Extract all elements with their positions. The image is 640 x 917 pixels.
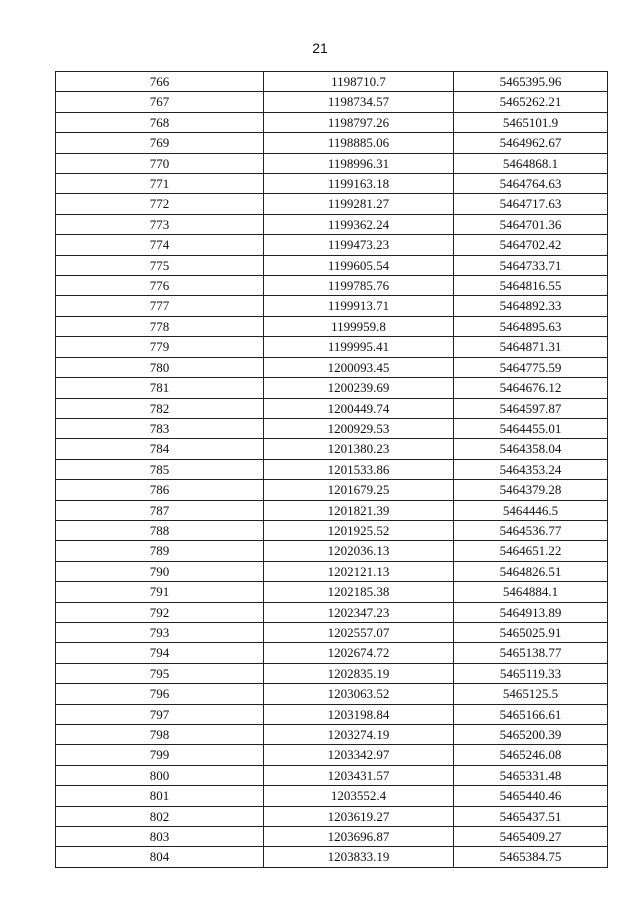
x-coordinate-cell: 1202121.13: [264, 561, 454, 581]
y-coordinate-cell: 5464764.63: [454, 174, 608, 194]
point-number-cell: 793: [56, 622, 264, 642]
table-row: [56, 582, 608, 602]
point-number-cell: 771: [56, 174, 264, 194]
y-coordinate-cell: 5464826.51: [454, 561, 608, 581]
table-row: [56, 480, 608, 500]
table-row: [56, 786, 608, 806]
point-number-cell: 803: [56, 827, 264, 847]
table-row: [56, 276, 608, 296]
x-coordinate-cell: 1199281.27: [264, 194, 454, 214]
x-coordinate-cell: 1201380.23: [264, 439, 454, 459]
table-row: [56, 92, 608, 112]
table-row: [56, 194, 608, 214]
table-row: [56, 459, 608, 479]
table-row: [56, 112, 608, 132]
table-row: [56, 827, 608, 847]
table-row: [56, 847, 608, 867]
x-coordinate-cell: 1199995.41: [264, 337, 454, 357]
point-number-cell: 778: [56, 316, 264, 336]
coordinates-table: [55, 71, 608, 868]
table-row: [56, 500, 608, 520]
table-row: [56, 378, 608, 398]
point-number-cell: 796: [56, 684, 264, 704]
point-number-cell: 768: [56, 112, 264, 132]
point-number-cell: 788: [56, 520, 264, 540]
point-number-cell: 804: [56, 847, 264, 867]
x-coordinate-cell: 1203063.52: [264, 684, 454, 704]
x-coordinate-cell: 1203552.4: [264, 786, 454, 806]
point-number-cell: 801: [56, 786, 264, 806]
table-row: [56, 765, 608, 785]
y-coordinate-cell: 5464775.59: [454, 357, 608, 377]
y-coordinate-cell: 5465409.27: [454, 827, 608, 847]
point-number-cell: 798: [56, 725, 264, 745]
point-number-cell: 786: [56, 480, 264, 500]
x-coordinate-cell: 1199605.54: [264, 255, 454, 275]
y-coordinate-cell: 5464702.42: [454, 235, 608, 255]
table-row: [56, 255, 608, 275]
x-coordinate-cell: 1201679.25: [264, 480, 454, 500]
table-row: [56, 316, 608, 336]
y-coordinate-cell: 5464446.5: [454, 500, 608, 520]
table-row: [56, 174, 608, 194]
x-coordinate-cell: 1202674.72: [264, 643, 454, 663]
table-row: [56, 296, 608, 316]
table-row: [56, 418, 608, 438]
x-coordinate-cell: 1201925.52: [264, 520, 454, 540]
x-coordinate-cell: 1198797.26: [264, 112, 454, 132]
y-coordinate-cell: 5464455.01: [454, 418, 608, 438]
y-coordinate-cell: 5465200.39: [454, 725, 608, 745]
point-number-cell: 790: [56, 561, 264, 581]
y-coordinate-cell: 5464733.71: [454, 255, 608, 275]
table-row: [56, 153, 608, 173]
table-row: [56, 214, 608, 234]
x-coordinate-cell: 1199959.8: [264, 316, 454, 336]
x-coordinate-cell: 1200449.74: [264, 398, 454, 418]
y-coordinate-cell: 5465331.48: [454, 765, 608, 785]
x-coordinate-cell: 1199362.24: [264, 214, 454, 234]
page-number: 21: [312, 40, 328, 56]
y-coordinate-cell: 5465119.33: [454, 663, 608, 683]
x-coordinate-cell: 1203619.27: [264, 806, 454, 826]
point-number-cell: 785: [56, 459, 264, 479]
y-coordinate-cell: 5464379.28: [454, 480, 608, 500]
point-number-cell: 783: [56, 418, 264, 438]
y-coordinate-cell: 5465395.96: [454, 72, 608, 92]
y-coordinate-cell: 5464892.33: [454, 296, 608, 316]
table-row: [56, 663, 608, 683]
x-coordinate-cell: 1203431.57: [264, 765, 454, 785]
y-coordinate-cell: 5465440.46: [454, 786, 608, 806]
y-coordinate-cell: 5465384.75: [454, 847, 608, 867]
y-coordinate-cell: 5465138.77: [454, 643, 608, 663]
point-number-cell: 791: [56, 582, 264, 602]
y-coordinate-cell: 5464816.55: [454, 276, 608, 296]
x-coordinate-cell: 1202835.19: [264, 663, 454, 683]
x-coordinate-cell: 1201533.86: [264, 459, 454, 479]
table-row: [56, 541, 608, 561]
x-coordinate-cell: 1202557.07: [264, 622, 454, 642]
x-coordinate-cell: 1198885.06: [264, 133, 454, 153]
table-row: [56, 72, 608, 92]
table-row: [56, 133, 608, 153]
x-coordinate-cell: 1199785.76: [264, 276, 454, 296]
point-number-cell: 780: [56, 357, 264, 377]
x-coordinate-cell: 1203696.87: [264, 827, 454, 847]
point-number-cell: 782: [56, 398, 264, 418]
point-number-cell: 787: [56, 500, 264, 520]
x-coordinate-cell: 1203274.19: [264, 725, 454, 745]
table-row: [56, 806, 608, 826]
point-number-cell: 800: [56, 765, 264, 785]
x-coordinate-cell: 1200929.53: [264, 418, 454, 438]
x-coordinate-cell: 1202347.23: [264, 602, 454, 622]
table-row: [56, 398, 608, 418]
point-number-cell: 769: [56, 133, 264, 153]
point-number-cell: 799: [56, 745, 264, 765]
table-row: [56, 704, 608, 724]
x-coordinate-cell: 1198996.31: [264, 153, 454, 173]
y-coordinate-cell: 5464871.31: [454, 337, 608, 357]
y-coordinate-cell: 5465166.61: [454, 704, 608, 724]
y-coordinate-cell: 5464536.77: [454, 520, 608, 540]
x-coordinate-cell: 1198734.57: [264, 92, 454, 112]
table-row: [56, 337, 608, 357]
point-number-cell: 770: [56, 153, 264, 173]
y-coordinate-cell: 5464676.12: [454, 378, 608, 398]
point-number-cell: 777: [56, 296, 264, 316]
table-row: [56, 520, 608, 540]
x-coordinate-cell: 1202036.13: [264, 541, 454, 561]
point-number-cell: 792: [56, 602, 264, 622]
y-coordinate-cell: 5464651.22: [454, 541, 608, 561]
point-number-cell: 776: [56, 276, 264, 296]
y-coordinate-cell: 5464868.1: [454, 153, 608, 173]
x-coordinate-cell: 1203198.84: [264, 704, 454, 724]
point-number-cell: 773: [56, 214, 264, 234]
table-row: [56, 725, 608, 745]
point-number-cell: 789: [56, 541, 264, 561]
y-coordinate-cell: 5465246.08: [454, 745, 608, 765]
y-coordinate-cell: 5465125.5: [454, 684, 608, 704]
point-number-cell: 797: [56, 704, 264, 724]
y-coordinate-cell: 5464701.36: [454, 214, 608, 234]
point-number-cell: 795: [56, 663, 264, 683]
point-number-cell: 774: [56, 235, 264, 255]
table-row: [56, 602, 608, 622]
x-coordinate-cell: 1198710.7: [264, 72, 454, 92]
y-coordinate-cell: 5464913.89: [454, 602, 608, 622]
x-coordinate-cell: 1201821.39: [264, 500, 454, 520]
coordinates-table-body: [56, 72, 608, 868]
x-coordinate-cell: 1200239.69: [264, 378, 454, 398]
table-row: [56, 561, 608, 581]
y-coordinate-cell: 5465101.9: [454, 112, 608, 132]
x-coordinate-cell: 1203833.19: [264, 847, 454, 867]
y-coordinate-cell: 5465262.21: [454, 92, 608, 112]
x-coordinate-cell: 1200093.45: [264, 357, 454, 377]
x-coordinate-cell: 1199163.18: [264, 174, 454, 194]
y-coordinate-cell: 5464895.63: [454, 316, 608, 336]
table-row: [56, 684, 608, 704]
point-number-cell: 779: [56, 337, 264, 357]
y-coordinate-cell: 5464597.87: [454, 398, 608, 418]
point-number-cell: 794: [56, 643, 264, 663]
y-coordinate-cell: 5464884.1: [454, 582, 608, 602]
table-row: [56, 357, 608, 377]
table-row: [56, 622, 608, 642]
y-coordinate-cell: 5465437.51: [454, 806, 608, 826]
y-coordinate-cell: 5464358.04: [454, 439, 608, 459]
x-coordinate-cell: 1203342.97: [264, 745, 454, 765]
y-coordinate-cell: 5464353.24: [454, 459, 608, 479]
y-coordinate-cell: 5465025.91: [454, 622, 608, 642]
point-number-cell: 767: [56, 92, 264, 112]
table-row: [56, 643, 608, 663]
y-coordinate-cell: 5464717.63: [454, 194, 608, 214]
table-row: [56, 439, 608, 459]
point-number-cell: 775: [56, 255, 264, 275]
point-number-cell: 772: [56, 194, 264, 214]
point-number-cell: 766: [56, 72, 264, 92]
point-number-cell: 781: [56, 378, 264, 398]
point-number-cell: 784: [56, 439, 264, 459]
x-coordinate-cell: 1202185.38: [264, 582, 454, 602]
x-coordinate-cell: 1199913.71: [264, 296, 454, 316]
table-row: [56, 235, 608, 255]
table-row: [56, 745, 608, 765]
point-number-cell: 802: [56, 806, 264, 826]
x-coordinate-cell: 1199473.23: [264, 235, 454, 255]
y-coordinate-cell: 5464962.67: [454, 133, 608, 153]
